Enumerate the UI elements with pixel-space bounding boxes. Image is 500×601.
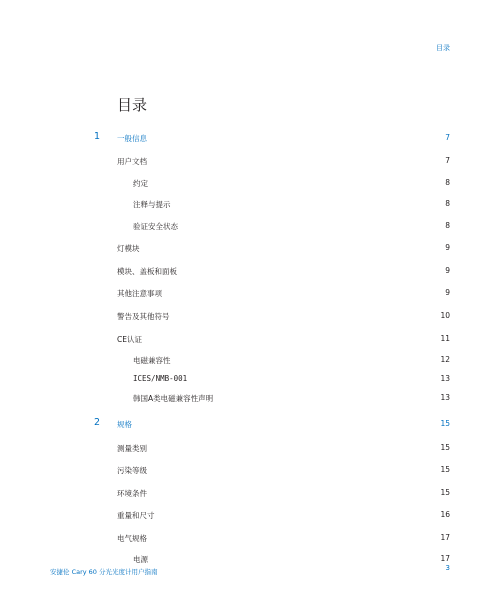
toc-entry-page: 8 bbox=[445, 178, 450, 187]
toc-entry-label: 验证安全状态 bbox=[133, 222, 178, 231]
toc-entry-label: 污染等级 bbox=[117, 466, 147, 475]
toc-entry-label: 警告及其他符号 bbox=[117, 312, 170, 321]
toc-entry[interactable] bbox=[0, 131, 500, 145]
running-footer: 安捷伦 Cary 60 分光光度计用户指南 bbox=[50, 568, 158, 576]
toc-entry[interactable] bbox=[0, 531, 500, 545]
toc-entry[interactable] bbox=[0, 309, 500, 323]
toc-entry-page: 16 bbox=[440, 510, 450, 519]
toc-entry[interactable] bbox=[0, 508, 500, 522]
toc-entry[interactable] bbox=[0, 197, 500, 211]
toc-entry-page: 10 bbox=[440, 311, 450, 320]
toc-entry-label: 一般信息 bbox=[117, 134, 147, 143]
toc-entry-label: 环境条件 bbox=[117, 489, 147, 498]
toc-entry-page: 9 bbox=[445, 266, 450, 275]
page-number: 3 bbox=[445, 564, 450, 572]
toc-entry[interactable] bbox=[0, 463, 500, 477]
toc-entry-label: 电气规格 bbox=[117, 534, 147, 543]
toc-entry-label: ICES/NMB-001 bbox=[133, 374, 188, 383]
chapter-number: 2 bbox=[94, 417, 101, 428]
toc-entry[interactable] bbox=[0, 441, 500, 455]
toc-entry[interactable] bbox=[0, 286, 500, 300]
toc-entry-page: 8 bbox=[445, 221, 450, 230]
toc-entry-label: 注释与提示 bbox=[133, 200, 171, 209]
toc-entry[interactable] bbox=[0, 486, 500, 500]
toc-entry-page: 7 bbox=[445, 133, 450, 142]
toc-entry-page: 12 bbox=[440, 355, 450, 364]
toc-entry-label: 用户文档 bbox=[117, 157, 147, 166]
chapter-number: 1 bbox=[94, 131, 101, 142]
toc-entry-page: 11 bbox=[440, 334, 450, 343]
toc-entry-label: 约定 bbox=[133, 179, 148, 188]
toc-entry[interactable] bbox=[0, 372, 500, 386]
toc-entry[interactable] bbox=[0, 391, 500, 405]
toc-entry-page: 9 bbox=[445, 243, 450, 252]
toc-entry-page: 7 bbox=[445, 156, 450, 165]
toc-entry[interactable] bbox=[0, 154, 500, 168]
page-title: 目录 bbox=[117, 96, 148, 114]
toc-entry-label: 韩国A类电磁兼容性声明 bbox=[133, 394, 214, 403]
toc-entry[interactable] bbox=[0, 264, 500, 278]
toc-entry-label: 重量和尺寸 bbox=[117, 511, 155, 520]
toc-entry-label: CE认证 bbox=[117, 335, 142, 344]
toc-entry-page: 8 bbox=[445, 199, 450, 208]
toc-entry-page: 15 bbox=[440, 419, 450, 428]
toc-entry-page: 15 bbox=[440, 488, 450, 497]
toc-entry[interactable] bbox=[0, 241, 500, 255]
toc-entry-label: 电磁兼容性 bbox=[133, 356, 171, 365]
toc-entry-page: 13 bbox=[440, 374, 450, 383]
toc-entry-page: 17 bbox=[440, 554, 450, 563]
toc-entry-label: 规格 bbox=[117, 420, 132, 429]
toc-entry-page: 15 bbox=[440, 465, 450, 474]
toc-entry[interactable] bbox=[0, 417, 500, 431]
toc-entry-label: 电源 bbox=[133, 555, 148, 564]
toc-entry[interactable] bbox=[0, 552, 500, 566]
toc-entry-page: 9 bbox=[445, 288, 450, 297]
toc-entry-label: 其他注意事项 bbox=[117, 289, 162, 298]
toc-entry[interactable] bbox=[0, 332, 500, 346]
toc-entry-page: 17 bbox=[440, 533, 450, 542]
toc-entry[interactable] bbox=[0, 176, 500, 190]
toc-entry-label: 灯模块 bbox=[117, 244, 140, 253]
running-header: 目录 bbox=[436, 44, 450, 52]
toc-entry-label: 模块、盖板和面板 bbox=[117, 267, 177, 276]
toc-entry[interactable] bbox=[0, 219, 500, 233]
toc-entry-page: 13 bbox=[440, 393, 450, 402]
toc-entry-page: 15 bbox=[440, 443, 450, 452]
toc-entry[interactable] bbox=[0, 353, 500, 367]
toc-entry-label: 测量类别 bbox=[117, 444, 147, 453]
